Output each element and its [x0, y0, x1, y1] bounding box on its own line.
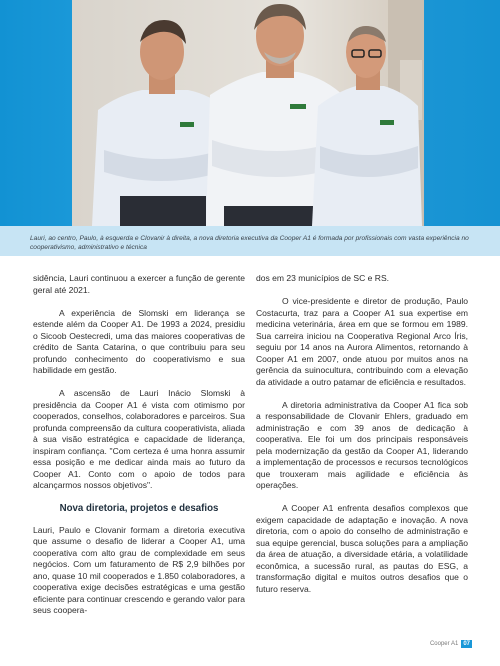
header-photo	[0, 0, 500, 226]
photo-caption: Lauri, ao centro, Paulo, à esquerda e Clovanir à direita, a nova diretoria executiva da Cooper A1 é formada por profissionais com vasta experiência no cooperativismo, administrativo e técnica	[30, 235, 469, 251]
page-number: 07	[463, 641, 470, 647]
paragraph: A ascensão de Lauri Inácio Slomski à presidência da Cooper A1 é vista com otimismo por cooperados, conselhos, colaboradores e parceiros. Sua profunda compreensão da cultura cooperativista, aliada à sua visão estratégica e capacidade de liderança, inspiram confiança. "Com certeza é uma honra assumir essa posição e me dedicar ainda mais ao futuro da Cooper A1. Conto com o apoio de todos para alcançarmos nossos objetivos".	[33, 388, 245, 490]
page-footer	[430, 640, 472, 648]
right-column	[256, 273, 468, 607]
paragraph: sidência, Lauri continuou a exercer a função de gerente geral até 2021.	[33, 273, 245, 295]
three-men-illustration	[0, 0, 500, 226]
paragraph: Lauri, Paulo e Clovanir formam a diretoria executiva que assume o desafio de liderar a Cooper A1, uma cooperativa com alto grau de complexidade em seus negócios. Com um faturamento de R$ 2,9 bilhões por ano, quase 10 mil cooperados e 1.850 colaboradores, a cooperativa exige decisões estratégicas e uma gestão eficiente para continuar crescendo e gerando valor para seus coopera-	[33, 524, 245, 615]
paragraph: A Cooper A1 enfrenta desafios complexos que exigem capacidade de adaptação e inovação. A nova diretoria, com o apoio do conselho de administração e sua equipe gerencial, busca soluções para a ampliação da área de atuação, a diversidade etária, a volatilidade econômica, a sucessão rural, as pautas do ESG, a transformação digital e muitos outros desafios que o futuro reserva.	[256, 503, 468, 594]
paragraph: O vice-presidente e diretor de produção, Paulo Costacurta, traz para a Cooper A1 sua expertise em medicina veterinária, área em que se formou em 1989. Sua carreira iniciou na Cooperativa Regional Arco Íris, seguiu por 14 anos na Aurora Alimentos, retornando à Cooper A1 em 2007, onde atuou por muitos anos na gerência da suinocultura, contribuindo com a elevação da atividade a outro patamar de eficiência e resultados.	[256, 296, 468, 387]
paragraph: A experiência de Slomski em liderança se estende além da Cooper A1. De 1993 a 2024, presidiu o Sicoob Oestecredi, uma das maiores cooperativas de crédito de Santa Catarina, o que contribuiu para seu profundo conhecimento do cooperativismo e sua habilidade em gestão.	[33, 307, 245, 375]
paragraph: dos em 23 municípios de SC e RS.	[256, 273, 390, 283]
paragraph: A diretoria administrativa da Cooper A1 fica sob a responsabilidade de Clovanir Ehlers, graduado em administração e com 39 anos de dedicação à cooperativa. Ele foi um dos principais responsáveis pela modernização da gestão da Cooper A1, liderando a implementação de processos e recursos tecnológicos que trouxeram mais agilidade e eficiência às operações.	[256, 399, 468, 490]
photo-caption-band	[0, 226, 500, 256]
left-column	[33, 273, 245, 628]
publication-name: Cooper A1	[429, 641, 459, 647]
section-heading: Nova diretoria, projetos e desafios	[59, 503, 219, 514]
